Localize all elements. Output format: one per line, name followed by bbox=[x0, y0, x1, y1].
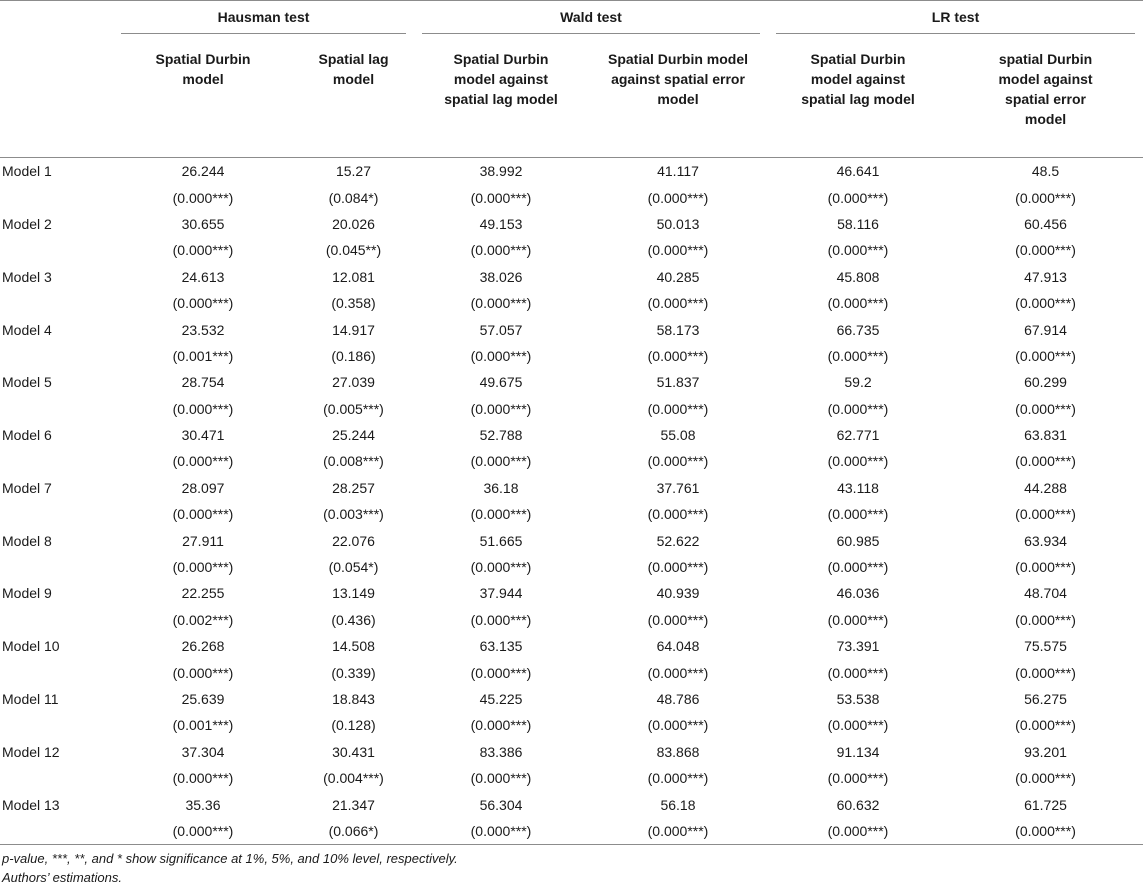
pvalue-cell: (0.000***) bbox=[1015, 770, 1076, 787]
table-row bbox=[0, 580, 1143, 606]
statistic-cell: 59.2 bbox=[844, 374, 872, 391]
pvalue-cell: (0.000***) bbox=[647, 717, 709, 734]
statistic-cell: 60.299 bbox=[1024, 374, 1067, 391]
group-header-row bbox=[0, 1, 1143, 38]
pvalue-cell: (0.000***) bbox=[172, 770, 234, 787]
statistic-cell: 24.613 bbox=[181, 268, 225, 285]
empty-label-cell bbox=[0, 607, 113, 633]
statistic-cell: 28.097 bbox=[181, 479, 225, 496]
row-label: Model 8 bbox=[2, 532, 52, 549]
group-header-wald: Wald test bbox=[414, 1, 768, 38]
statistic-cell: 93.201 bbox=[1024, 743, 1067, 760]
table-notes bbox=[2, 849, 458, 887]
statistic-cell: 48.786 bbox=[656, 691, 700, 707]
pvalue-cell: (0.339) bbox=[331, 664, 376, 681]
pvalue-row bbox=[0, 765, 1143, 791]
column-header-line: model against bbox=[453, 71, 549, 87]
pvalue-row bbox=[0, 818, 1143, 845]
statistic-cell: 30.431 bbox=[332, 743, 375, 760]
table-row bbox=[0, 211, 1143, 237]
statistic-cell: 48.704 bbox=[1024, 585, 1067, 602]
empty-label-cell bbox=[0, 343, 113, 369]
statistic-cell: 12.081 bbox=[332, 268, 375, 285]
row-label: Model 6 bbox=[2, 427, 52, 444]
statistic-cell: 91.134 bbox=[836, 743, 880, 760]
pvalue-cell: (0.000***) bbox=[588, 818, 768, 845]
pvalue-cell: (0.000***) bbox=[414, 818, 588, 845]
statistic-cell: 41.117 bbox=[657, 163, 699, 180]
pvalue-cell: (0.000***) bbox=[470, 189, 532, 206]
empty-label-cell bbox=[0, 448, 113, 474]
pvalue-cell: (0.066*) bbox=[293, 818, 414, 845]
row-label: Model 5 bbox=[2, 374, 52, 391]
pvalue-cell: (0.000***) bbox=[647, 295, 709, 312]
statistic-cell: 83.868 bbox=[656, 743, 700, 760]
pvalue-cell: (0.000***) bbox=[827, 717, 889, 734]
statistic-cell: 58.173 bbox=[656, 321, 700, 338]
pvalue-cell: (0.000***) bbox=[470, 295, 532, 312]
pvalue-cell: (0.000***) bbox=[827, 506, 889, 523]
table-row bbox=[0, 633, 1143, 659]
column-header-row bbox=[0, 37, 1143, 158]
statistic-cell: 46.641 bbox=[836, 163, 880, 180]
column-header-line: Spatial lag bbox=[318, 51, 389, 67]
pvalue-cell: (0.000***) bbox=[470, 506, 532, 523]
statistic-cell: 14.508 bbox=[332, 638, 375, 655]
statistic-cell: 13.149 bbox=[332, 585, 375, 602]
pvalue-cell: (0.000***) bbox=[1015, 400, 1076, 417]
row-label: Model 9 bbox=[2, 585, 52, 602]
table-row bbox=[0, 316, 1143, 342]
statistic-cell: 43.118 bbox=[837, 479, 879, 496]
pvalue-cell: (0.000***) bbox=[647, 770, 709, 787]
table-row bbox=[0, 791, 1143, 817]
row-label: Model 10 bbox=[2, 638, 60, 655]
empty-label-cell bbox=[0, 184, 113, 210]
statistic-cell: 45.225 bbox=[479, 691, 523, 707]
pvalue-cell: (0.000***) bbox=[647, 189, 709, 206]
row-label: Model 7 bbox=[2, 479, 52, 496]
pvalue-cell: (0.000***) bbox=[647, 242, 709, 259]
pvalue-cell: (0.000***) bbox=[172, 559, 234, 576]
empty-label-cell bbox=[0, 290, 113, 316]
table-row bbox=[0, 686, 1143, 712]
statistic-cell: 75.575 bbox=[1024, 638, 1067, 655]
row-label: Model 3 bbox=[2, 268, 52, 285]
column-header-line: model bbox=[332, 71, 375, 87]
header-empty-cell bbox=[0, 1, 113, 38]
column-header-line: model bbox=[657, 91, 699, 107]
pvalue-cell: (0.000***) bbox=[768, 818, 948, 845]
pvalue-cell: (0.000***) bbox=[1015, 717, 1076, 734]
statistic-cell: 62.771 bbox=[836, 427, 880, 444]
pvalue-cell: (0.000***) bbox=[1015, 506, 1076, 523]
pvalue-row bbox=[0, 184, 1143, 210]
pvalue-cell: (0.000***) bbox=[172, 189, 234, 206]
statistic-cell: 56.18 bbox=[660, 796, 696, 813]
statistic-cell: 61.725 bbox=[1024, 796, 1067, 813]
pvalue-cell: (0.000***) bbox=[1015, 242, 1076, 259]
pvalue-cell: (0.000***) bbox=[647, 506, 709, 523]
pvalue-cell: (0.000***) bbox=[470, 611, 532, 628]
column-header-5 bbox=[768, 37, 948, 158]
pvalue-cell: (0.084*) bbox=[328, 189, 379, 206]
column-header-6 bbox=[948, 37, 1143, 158]
statistic-cell: 26.244 bbox=[181, 163, 225, 180]
empty-label-cell bbox=[0, 501, 113, 527]
pvalue-cell: (0.000***) bbox=[172, 242, 234, 259]
pvalue-cell: (0.000***) bbox=[172, 453, 234, 470]
header-empty-cell bbox=[0, 37, 113, 158]
pvalue-row bbox=[0, 501, 1143, 527]
column-header-line: spatial error bbox=[1005, 91, 1086, 107]
pvalue-cell: (0.000***) bbox=[172, 506, 234, 523]
empty-label-cell bbox=[0, 659, 113, 685]
table-row bbox=[0, 158, 1143, 185]
row-label: Model 4 bbox=[2, 321, 52, 338]
statistic-cell: 60.985 bbox=[836, 532, 880, 549]
pvalue-cell: (0.000***) bbox=[647, 453, 709, 470]
pvalue-cell: (0.358) bbox=[331, 295, 376, 312]
statistic-cell: 44.288 bbox=[1024, 479, 1067, 496]
statistic-cell: 18.843 bbox=[332, 691, 375, 707]
statistic-cell: 26.268 bbox=[181, 638, 225, 655]
table-row bbox=[0, 264, 1143, 290]
pvalue-cell: (0.000***) bbox=[647, 347, 709, 364]
row-label: Model 13 bbox=[2, 796, 60, 813]
pvalue-cell: (0.000***) bbox=[827, 400, 889, 417]
column-header-line: against spatial error bbox=[611, 71, 745, 87]
pvalue-cell: (0.000***) bbox=[470, 664, 532, 681]
column-header-line: Spatial Durbin bbox=[155, 51, 251, 67]
row-label: Model 12 bbox=[2, 743, 60, 760]
statistic-cell: 60.632 bbox=[836, 796, 880, 813]
statistic-cell: 28.754 bbox=[181, 374, 225, 391]
pvalue-row bbox=[0, 396, 1143, 422]
statistic-cell: 37.304 bbox=[181, 743, 225, 760]
column-header-3 bbox=[414, 37, 588, 158]
pvalue-cell: (0.000***) bbox=[470, 770, 532, 787]
pvalue-cell: (0.128) bbox=[331, 717, 376, 734]
statistic-cell: 40.285 bbox=[656, 268, 700, 285]
statistic-cell: 52.622 bbox=[656, 532, 700, 549]
statistic-cell: 22.255 bbox=[181, 585, 225, 602]
pvalue-cell: (0.000***) bbox=[1015, 347, 1076, 364]
pvalue-cell: (0.001***) bbox=[172, 347, 234, 364]
pvalue-cell: (0.000***) bbox=[470, 717, 532, 734]
statistic-cell: 45.808 bbox=[836, 268, 880, 285]
pvalue-cell: (0.000***) bbox=[172, 664, 234, 681]
column-header-line: model bbox=[182, 71, 224, 87]
table-row bbox=[0, 369, 1143, 395]
table-row bbox=[0, 475, 1143, 501]
pvalue-cell: (0.054*) bbox=[328, 559, 379, 576]
statistic-cell: 83.386 bbox=[479, 743, 523, 760]
row-label: Model 1 bbox=[2, 163, 52, 180]
statistic-cell: 55.08 bbox=[660, 427, 696, 444]
pvalue-cell: (0.005***) bbox=[323, 400, 384, 417]
column-header-line: model bbox=[1024, 111, 1067, 127]
empty-label-cell bbox=[0, 237, 113, 263]
pvalue-row bbox=[0, 290, 1143, 316]
statistic-cell: 20.026 bbox=[332, 215, 375, 232]
column-header-line: spatial lag model bbox=[801, 91, 915, 107]
pvalue-cell: (0.000***) bbox=[172, 295, 234, 312]
table-header bbox=[0, 1, 1143, 158]
statistic-cell: 48.5 bbox=[1031, 163, 1060, 180]
column-header-line: model against bbox=[810, 71, 906, 87]
empty-label-cell bbox=[0, 818, 113, 845]
statistic-cell: 64.048 bbox=[656, 638, 700, 655]
statistic-cell: 73.391 bbox=[836, 638, 880, 655]
column-header-line: spatial lag model bbox=[444, 91, 558, 107]
table-body bbox=[0, 158, 1143, 845]
pvalue-cell: (0.000***) bbox=[827, 770, 889, 787]
pvalue-cell: (0.001***) bbox=[172, 717, 234, 734]
statistic-cell: 50.013 bbox=[656, 215, 700, 232]
statistic-cell: 46.036 bbox=[836, 585, 880, 602]
pvalue-cell: (0.000***) bbox=[827, 611, 889, 628]
pvalue-cell: (0.000***) bbox=[948, 818, 1143, 845]
pvalue-cell: (0.002***) bbox=[172, 611, 234, 628]
pvalue-cell: (0.000***) bbox=[1015, 611, 1076, 628]
pvalue-row bbox=[0, 712, 1143, 738]
pvalue-cell: (0.008***) bbox=[323, 453, 384, 470]
statistic-cell: 35.36 bbox=[185, 796, 221, 813]
significance-note: p-value, ***, **, and * show significance at 1%, 5%, and 10% level, respectively. bbox=[2, 851, 458, 866]
statistic-cell: 25.639 bbox=[181, 691, 225, 707]
source-note: Authors’ estimations. bbox=[2, 870, 122, 885]
statistic-cell: 51.665 bbox=[479, 532, 523, 549]
pvalue-row bbox=[0, 554, 1143, 580]
pvalue-cell: (0.000***) bbox=[827, 295, 889, 312]
row-label: Model 11 bbox=[2, 691, 59, 707]
pvalue-row bbox=[0, 607, 1143, 633]
statistic-cell: 30.471 bbox=[181, 427, 225, 444]
statistic-cell: 27.039 bbox=[332, 374, 375, 391]
pvalue-cell: (0.000***) bbox=[1015, 295, 1076, 312]
pvalue-cell: (0.000***) bbox=[647, 400, 709, 417]
empty-label-cell bbox=[0, 765, 113, 791]
statistic-cell: 38.026 bbox=[479, 268, 523, 285]
statistic-cell: 57.057 bbox=[479, 321, 523, 338]
statistic-cell: 66.735 bbox=[836, 321, 880, 338]
empty-label-cell bbox=[0, 554, 113, 580]
statistic-cell: 25.244 bbox=[332, 427, 375, 444]
row-label: Model 2 bbox=[2, 215, 52, 232]
column-header-line: model against bbox=[998, 71, 1093, 87]
pvalue-cell: (0.000***) bbox=[113, 818, 293, 845]
pvalue-cell: (0.000***) bbox=[827, 559, 889, 576]
pvalue-cell: (0.000***) bbox=[1015, 189, 1076, 206]
statistic-cell: 67.914 bbox=[1024, 321, 1067, 338]
statistic-cell: 49.153 bbox=[479, 215, 523, 232]
pvalue-cell: (0.186) bbox=[331, 347, 376, 364]
pvalue-cell: (0.000***) bbox=[647, 664, 709, 681]
statistic-cell: 58.116 bbox=[837, 215, 879, 232]
statistic-cell: 21.347 bbox=[332, 796, 375, 813]
pvalue-cell: (0.000***) bbox=[470, 347, 532, 364]
pvalue-cell: (0.000***) bbox=[470, 400, 532, 417]
statistic-cell: 37.944 bbox=[479, 585, 523, 602]
statistic-cell: 53.538 bbox=[836, 691, 880, 707]
statistic-cell: 49.675 bbox=[479, 374, 523, 391]
statistic-cell: 28.257 bbox=[332, 479, 375, 496]
statistic-cell: 63.934 bbox=[1024, 532, 1067, 549]
pvalue-cell: (0.000***) bbox=[172, 400, 234, 417]
column-header-2 bbox=[293, 37, 414, 158]
statistic-cell: 40.939 bbox=[656, 585, 700, 602]
statistic-cell: 38.992 bbox=[479, 163, 523, 180]
pvalue-cell: (0.000***) bbox=[1015, 559, 1076, 576]
pvalue-cell: (0.000***) bbox=[1015, 453, 1076, 470]
pvalue-cell: (0.000***) bbox=[470, 242, 532, 259]
pvalue-cell: (0.045**) bbox=[325, 242, 382, 259]
statistic-cell: 36.18 bbox=[483, 479, 519, 496]
statistic-cell: 52.788 bbox=[479, 427, 523, 444]
column-header-line: spatial Durbin bbox=[998, 51, 1093, 67]
statistic-cell: 27.911 bbox=[182, 532, 224, 549]
column-header-line: Spatial Durbin bbox=[453, 51, 549, 67]
column-header-4 bbox=[588, 37, 768, 158]
pvalue-cell: (0.000***) bbox=[827, 242, 889, 259]
pvalue-cell: (0.003***) bbox=[323, 506, 384, 523]
pvalue-row bbox=[0, 343, 1143, 369]
pvalue-cell: (0.000***) bbox=[827, 347, 889, 364]
pvalue-cell: (0.000***) bbox=[827, 189, 889, 206]
statistic-cell: 63.831 bbox=[1024, 427, 1067, 444]
column-header-line: Spatial Durbin bbox=[810, 51, 906, 67]
table-row bbox=[0, 739, 1143, 765]
column-header-1 bbox=[113, 37, 293, 158]
pvalue-cell: (0.004***) bbox=[323, 770, 384, 787]
statistic-cell: 22.076 bbox=[332, 532, 375, 549]
column-header-line: Spatial Durbin model bbox=[607, 51, 748, 67]
statistic-cell: 56.275 bbox=[1024, 691, 1067, 707]
pvalue-cell: (0.000***) bbox=[827, 664, 889, 681]
statistic-cell: 56.304 bbox=[479, 796, 523, 813]
statistic-cell: 30.655 bbox=[181, 215, 225, 232]
statistic-cell: 15.27 bbox=[335, 163, 372, 180]
pvalue-row bbox=[0, 659, 1143, 685]
statistic-cell: 60.456 bbox=[1024, 215, 1067, 232]
pvalue-cell: (0.436) bbox=[331, 611, 376, 628]
group-header-hausman: Hausman test bbox=[113, 1, 414, 38]
pvalue-cell: (0.000***) bbox=[470, 559, 532, 576]
pvalue-cell: (0.000***) bbox=[1015, 664, 1076, 681]
pvalue-row bbox=[0, 448, 1143, 474]
statistic-cell: 23.532 bbox=[181, 321, 225, 338]
statistic-cell: 63.135 bbox=[479, 638, 523, 655]
pvalue-cell: (0.000***) bbox=[470, 453, 532, 470]
empty-label-cell bbox=[0, 396, 113, 422]
statistic-cell: 47.913 bbox=[1024, 268, 1067, 285]
statistic-cell: 37.761 bbox=[656, 479, 700, 496]
pvalue-row bbox=[0, 237, 1143, 263]
pvalue-cell: (0.000***) bbox=[647, 611, 709, 628]
statistic-cell: 14.917 bbox=[332, 321, 375, 338]
table-row bbox=[0, 527, 1143, 553]
empty-label-cell bbox=[0, 712, 113, 738]
group-header-lr: LR test bbox=[768, 1, 1143, 38]
table-row bbox=[0, 422, 1143, 448]
pvalue-cell: (0.000***) bbox=[827, 453, 889, 470]
statistic-cell: 51.837 bbox=[656, 374, 700, 391]
pvalue-cell: (0.000***) bbox=[647, 559, 709, 576]
